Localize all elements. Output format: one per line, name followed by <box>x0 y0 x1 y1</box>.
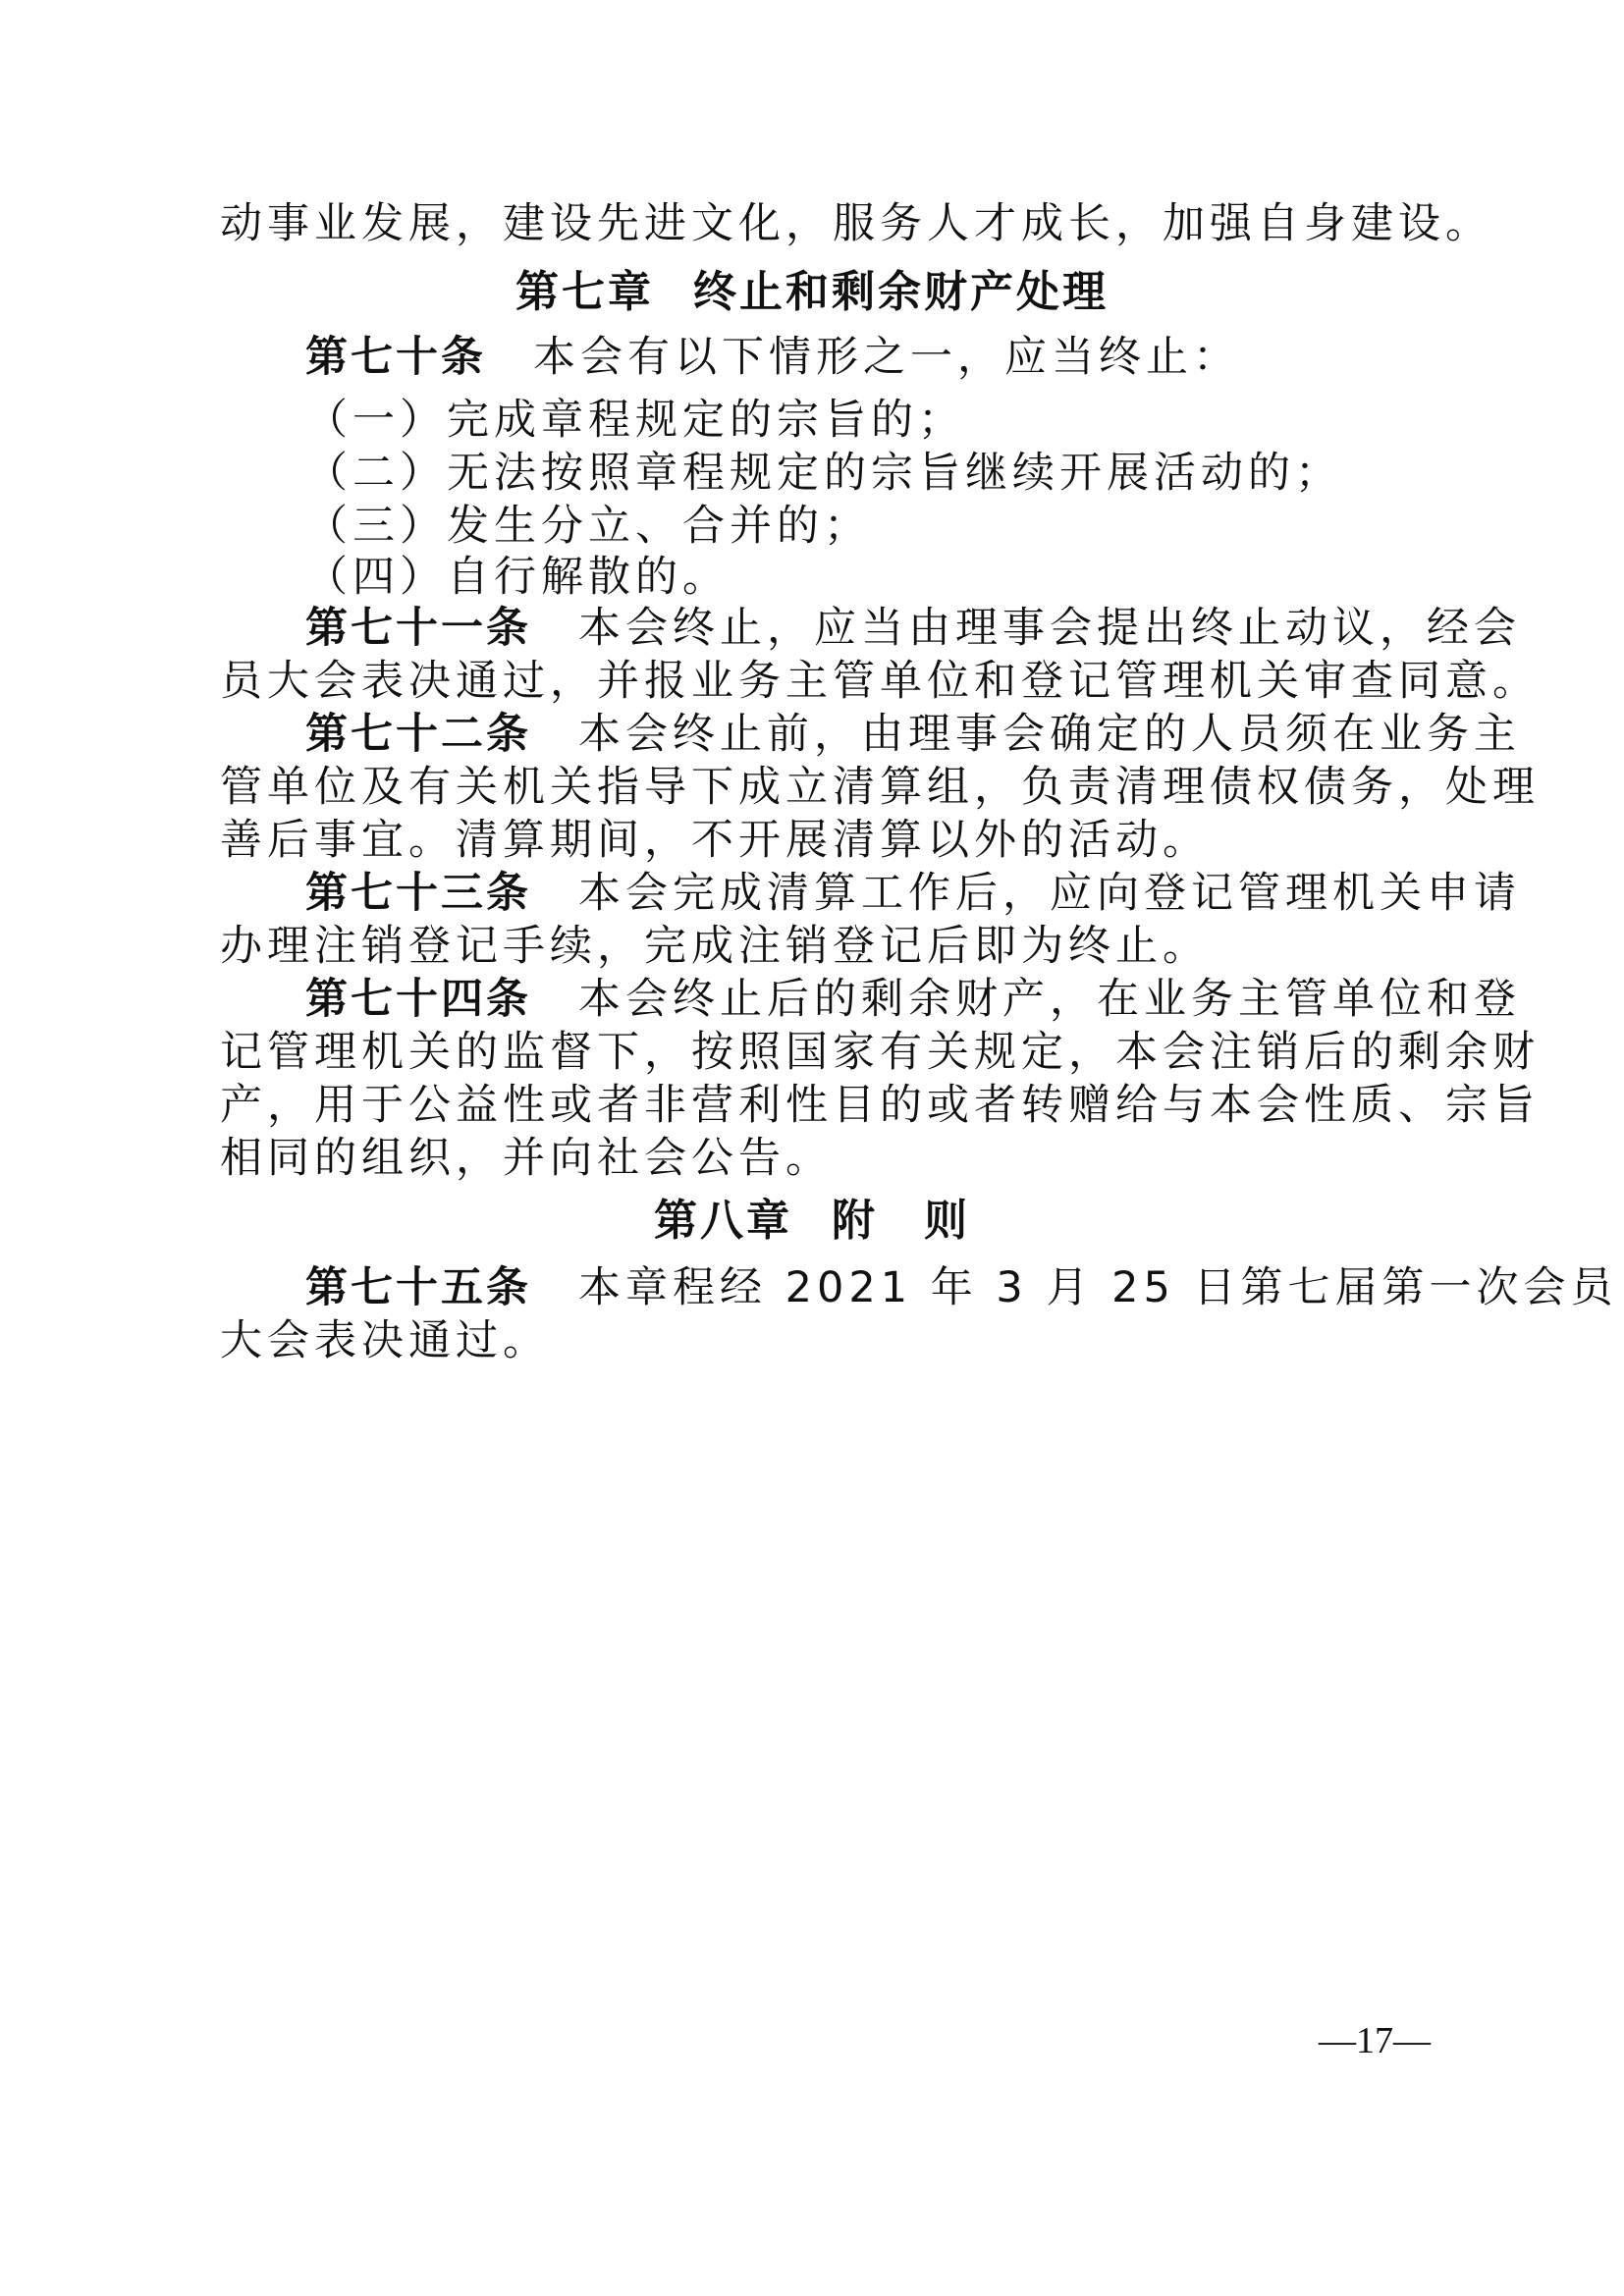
article-heading: 第七十条 <box>305 333 486 382</box>
list-item-text: （一）完成章程规定的宗旨的； <box>305 396 965 445</box>
article-text: 管单位及有关机关指导下成立清算组，负责清理债权债务，处理 <box>220 763 1540 812</box>
chapter-heading-8 <box>0 1182 1624 1259</box>
article-text: 记管理机关的监督下，按照国家有关规定，本会注销后的剩余财 <box>220 1028 1540 1077</box>
article-text: 产，用于公益性或者非营利性目的或者转赠给与本会性质、宗旨 <box>220 1081 1540 1130</box>
chapter-title: 附 则 <box>832 1196 970 1246</box>
chapter-number: 第八章 <box>654 1196 792 1246</box>
page-number: —17— <box>1319 2020 1431 2061</box>
article-text: 办理注销登记手续，完成注销登记后即为终止。 <box>220 922 1210 971</box>
list-item-text: （四）自行解散的。 <box>305 553 730 602</box>
article-text: 本会终止前，由理事会确定的人员须在业务主 <box>578 710 1521 759</box>
article-text: 本章程经 2021 年 3 月 25 日第七届第一次会员 <box>578 1263 1618 1312</box>
article-text: 员大会表决通过，并报业务主管单位和登记管理机关审查同意。 <box>220 657 1540 706</box>
article-text: 相同的组织，并向社会公告。 <box>220 1134 833 1183</box>
article-heading: 第七十三条 <box>305 869 531 918</box>
chapter-number: 第七章 <box>515 267 654 317</box>
article-text: 本会有以下情形之一，应当终止： <box>533 333 1240 382</box>
article-heading: 第七十二条 <box>305 710 531 759</box>
article-75-line-2 <box>220 1303 1428 1380</box>
paragraph-line <box>220 186 1492 263</box>
article-heading: 第七十五条 <box>305 1263 531 1312</box>
article-text: 大会表决通过。 <box>220 1316 550 1365</box>
article-heading: 第七十四条 <box>305 975 531 1024</box>
line-text: 动事业发展，建设先进文化，服务人才成长，加强自身建设。 <box>220 199 1492 248</box>
list-item-text: （二）无法按照章程规定的宗旨继续开展活动的； <box>305 449 1342 498</box>
chapter-title: 终止和剩余财产处理 <box>693 267 1109 317</box>
article-text: 本会终止，应当由理事会提出终止动议，经会 <box>578 604 1521 653</box>
article-text: 善后事宜。清算期间，不开展清算以外的活动。 <box>220 816 1210 865</box>
article-heading: 第七十一条 <box>305 604 531 653</box>
article-text: 本会完成清算工作后，应向登记管理机关申请 <box>578 869 1521 918</box>
list-item-text: （三）发生分立、合并的； <box>305 502 871 551</box>
article-text: 本会终止后的剩余财产，在业务主管单位和登 <box>578 975 1521 1024</box>
